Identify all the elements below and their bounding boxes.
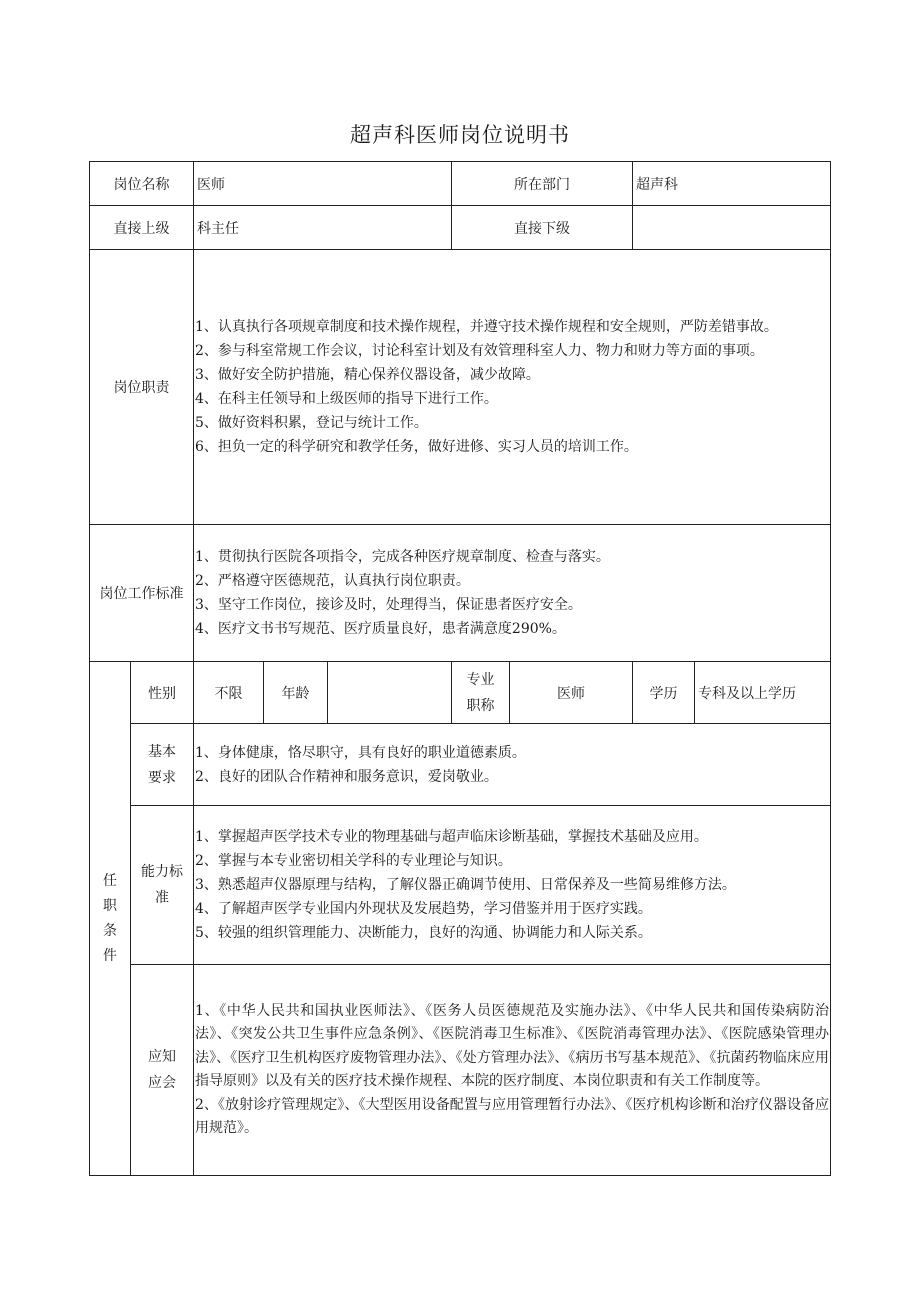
post-name-label: 岗位名称 xyxy=(90,162,194,206)
professional-title-value: 医师 xyxy=(510,662,633,724)
duties-list xyxy=(194,250,831,525)
age-value xyxy=(328,662,452,724)
knowledge-label: 应知 应会 xyxy=(131,965,194,1176)
ability-standards-label: 能力标 准 xyxy=(131,806,194,965)
requirement-item: 2、良好的团队合作精神和服务意识，爱岗敬业。 xyxy=(195,768,498,785)
knowledge-list xyxy=(194,965,831,1176)
gender-value: 不限 xyxy=(194,662,264,724)
standard-item: 1、贯彻执行医院各项指令，完成各种医疗规章制度、检查与落实。 xyxy=(195,549,610,565)
basic-requirements-list xyxy=(194,724,831,806)
ability-item: 2、掌握与本专业密切相关学科的专业理论与知识。 xyxy=(195,853,512,869)
page-title: 超声科医师岗位说明书 xyxy=(350,123,570,147)
ability-item: 4、了解超声医学专业国内外现状及发展趋势，学习借鉴并用于医疗实践。 xyxy=(195,901,652,917)
standard-item: 4、医疗文书书写规范、医疗质量良好，患者满意度290%。 xyxy=(195,621,566,637)
ability-item: 5、较强的组织管理能力、决断能力，良好的沟通、协调能力和人际关系。 xyxy=(195,925,652,941)
dept-label: 所在部门 xyxy=(452,162,633,206)
dept-value: 超声科 xyxy=(633,162,831,206)
standard-item: 2、严格遵守医德规范，认真执行岗位职责。 xyxy=(195,573,470,589)
superior-label: 直接上级 xyxy=(90,206,194,250)
subordinate-value xyxy=(633,206,831,250)
ability-item: 1、掌握超声医学技术专业的物理基础与超声临床诊断基础，掌握技术基础及应用。 xyxy=(195,829,708,845)
standards-label: 岗位工作标准 xyxy=(90,525,194,662)
superior-value: 科主任 xyxy=(194,206,452,250)
standards-list xyxy=(194,525,831,662)
requirement-item: 1、身体健康，恪尽职守，具有良好的职业道德素质。 xyxy=(195,744,526,761)
duty-item: 5、做好资料积累，登记与统计工作。 xyxy=(195,415,428,431)
duty-item: 6、担负一定的科学研究和教学任务，做好进修、实习人员的培训工作。 xyxy=(195,439,638,455)
age-label: 年龄 xyxy=(264,662,328,724)
subordinate-label: 直接下级 xyxy=(452,206,633,250)
education-label: 学历 xyxy=(633,662,695,724)
duty-item: 2、参与科室常规工作会议，讨论科室计划及有效管理科室人力、物力和财力等方面的事项。 xyxy=(195,343,764,359)
post-name-value: 医师 xyxy=(194,162,452,206)
ability-item: 3、熟悉超声仪器原理与结构，了解仪器正确调节使用、日常保养及一些简易维修方法。 xyxy=(195,877,736,893)
duty-item: 1、认真执行各项规章制度和技术操作规程，并遵守技术操作规程和安全规则，严防差错事故。 xyxy=(195,319,778,335)
duty-item: 3、做好安全防护措施，精心保养仪器设备，减少故障。 xyxy=(195,367,540,383)
gender-label: 性别 xyxy=(131,662,194,724)
standard-item: 3、坚守工作岗位，接诊及时，处理得当，保证患者医疗安全。 xyxy=(195,597,582,613)
professional-title-label: 专业 职称 xyxy=(452,662,510,724)
knowledge-item: 1、《中华人民共和国执业医师法》、《医务人员医德规范及实施办法》、《中华人民共和国传染病防治法》、《突发公共卫生事件应急条例》、《医院消毒卫生标准》、《医院消毒管理办法》、《医院感染管理办法》、《医疗卫生机构医疗废物管理办法》、《处方管理办法》、《病历书写基本规范》、《抗菌药物临床应用指导原则》以及有关的医疗技术操作规程、本院的医疗制度、本岗位职责和有关工作制度等。 xyxy=(195,1002,830,1089)
ability-standards-list xyxy=(194,806,831,965)
qualifications-section-label: 任 职 条 件 xyxy=(90,662,131,1176)
education-value: 专科及以上学历 xyxy=(695,662,831,724)
job-description-table xyxy=(89,161,831,1176)
basic-requirements-label: 基本 要求 xyxy=(131,724,194,806)
duties-label: 岗位职责 xyxy=(90,250,194,525)
duty-item: 4、在科主任领导和上级医师的指导下进行工作。 xyxy=(195,391,498,407)
knowledge-item: 2、《放射诊疗管理规定》、《大型医用设备配置与应用管理暂行办法》、《医疗机构诊断和治疗仪器设备应用规范》。 xyxy=(195,1096,830,1136)
